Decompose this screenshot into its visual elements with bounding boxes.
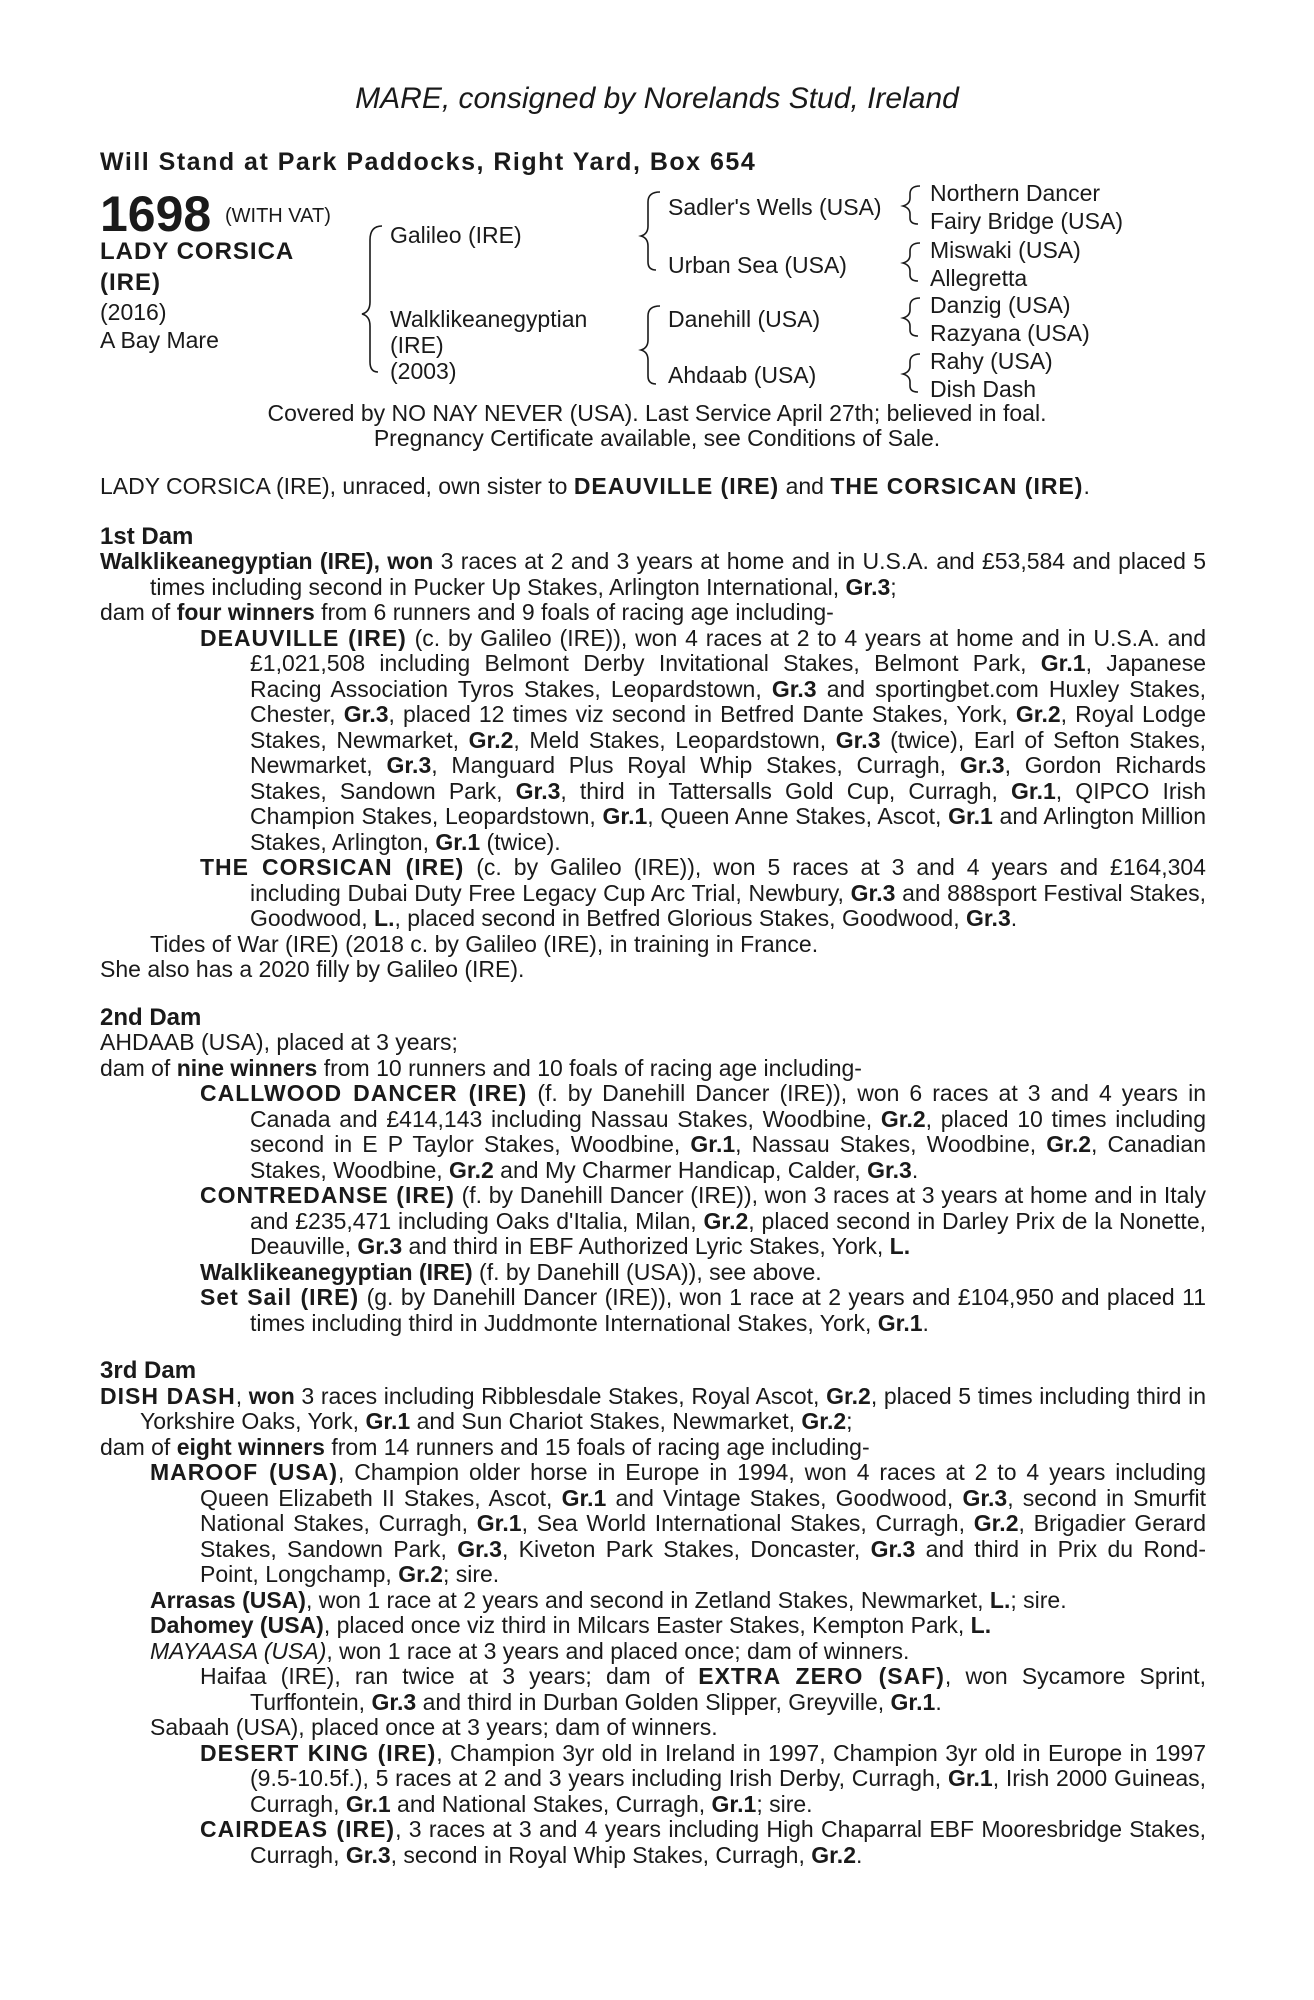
text: (c. by Galileo (IRE)), won 5 races at 3 and 4 years and £164,304 including Dubai Duty Free Legacy Cup Arc Trial, Newbury,	[250, 854, 1206, 906]
text: from 14 runners and 15 foals of racing age including-	[324, 1433, 870, 1460]
ped-g4: Allegretta	[930, 265, 1028, 291]
winners-count: nine winners	[176, 1054, 318, 1081]
text: , placed once viz third in Milcars Easter Stakes, Kempton Park,	[323, 1612, 971, 1638]
winners-count: four winners	[176, 599, 315, 625]
grade: Gr.3	[959, 752, 1005, 778]
grade: Gr.3	[457, 1535, 502, 1562]
catalogue-body	[100, 474, 1206, 1868]
horse-details	[100, 298, 219, 354]
grade: Gr.2	[468, 726, 514, 753]
text: (f. by Danehill Dancer (IRE)), won 6 races at 3 and 4 years in Canada and £414,143 including Nassau Stakes, Woodbine,	[250, 1080, 1206, 1132]
third-dam-produce-summary	[100, 1435, 1206, 1461]
text: from 10 runners and 10 foals of racing age including-	[317, 1054, 862, 1081]
won-label: won	[248, 1382, 295, 1409]
grade: Gr.3	[515, 777, 561, 804]
produce-set-sail	[100, 1285, 1206, 1336]
grade: Gr.1	[476, 1510, 522, 1536]
text: , third in Tattersalls Gold Cup, Curragh,	[560, 777, 1012, 804]
text: , placed 5 times including third in Yorkshire Oaks, York,	[140, 1382, 1206, 1434]
produce-desert-king	[100, 1741, 1206, 1818]
text: , 3 races at 3 and 4 years including High Chaparral EBF Mooresbridge Stakes, Curragh,	[250, 1816, 1207, 1868]
produce-walklikeanegyptian	[100, 1260, 1206, 1286]
grade: Gr.1	[561, 1484, 607, 1511]
grade: Gr.1	[345, 1790, 391, 1817]
horse-name: MAROOF (USA)	[150, 1459, 338, 1485]
produce-cairdeas	[100, 1817, 1206, 1868]
foaled-year: (2016)	[100, 299, 167, 325]
horse-name: DEAUVILLE (IRE)	[200, 624, 407, 651]
ped-g6: Razyana (USA)	[930, 320, 1090, 346]
text: (f. by Danehill Dancer (IRE)), won 3 races at 3 years at home and in Italy and £235,471 including Oaks d'Italia, Milan,	[250, 1182, 1206, 1234]
text: ; sire.	[442, 1561, 500, 1587]
text: , Brigadier Gerard Stakes, Sandown Park,	[200, 1510, 1206, 1562]
ped-g3: Miswaki (USA)	[930, 237, 1081, 263]
intro-sibling-2: THE CORSICAN (IRE)	[830, 473, 1084, 499]
text: , Meld Stakes, Leopardstown,	[513, 726, 836, 753]
covered-line1: Covered by NO NAY NEVER (USA). Last Service April 27th; believed in foal.	[267, 400, 1047, 426]
grade: Gr.2	[1046, 1131, 1092, 1157]
text: , placed 10 times including second in E P Taylor Stakes, Woodbine,	[250, 1105, 1206, 1157]
lot-number: 1698	[100, 186, 212, 242]
third-dam-record	[100, 1384, 1206, 1435]
ped-sire-sire: Sadler's Wells (USA)	[668, 194, 882, 220]
text: from 6 runners and 9 foals of racing age including-	[314, 599, 834, 625]
grade: Gr.3	[771, 675, 817, 702]
text: ;	[890, 573, 897, 600]
covered-line2: Pregnancy Certificate available, see Conditions of Sale.	[373, 425, 941, 451]
text: and Vintage Stakes, Goodwood,	[606, 1484, 963, 1511]
intro-sibling-1: DEAUVILLE (IRE)	[573, 473, 780, 499]
ped-sire: Galileo (IRE)	[390, 222, 522, 248]
text: ,	[235, 1382, 249, 1409]
ped-dam-sire: Danehill (USA)	[668, 306, 821, 332]
text: .	[911, 1156, 919, 1183]
produce-sabaah: Sabaah (USA), placed once at 3 years; dam of winners.	[150, 1714, 718, 1740]
produce-tides-of-war: Tides of War (IRE) (2018 c. by Galileo (IRE), in training in France.	[150, 930, 819, 957]
horse-name: CAIRDEAS (IRE)	[200, 1816, 396, 1842]
text: , placed second in Betfred Glorious Stakes, Goodwood,	[394, 905, 966, 931]
grade: Gr.1	[877, 1309, 923, 1336]
produce-maroof	[100, 1460, 1206, 1588]
horse-name: CONTREDANSE (IRE)	[200, 1182, 455, 1208]
text: , won 1 race at 2 years and second in Zetland Stakes, Newmarket,	[305, 1586, 990, 1613]
text: and third in Durban Golden Slipper, Greyville,	[416, 1688, 891, 1715]
ped-sire-dam: Urban Sea (USA)	[668, 252, 847, 278]
first-dam-produce-summary	[100, 600, 1206, 626]
grade: Gr.2	[1015, 701, 1061, 727]
grade: Gr.3	[870, 1535, 916, 1562]
text: , placed 12 times viz second in Betfred Dante Stakes, York,	[388, 701, 1016, 727]
intro-text: LADY CORSICA (IRE), unraced, own sister to	[100, 473, 574, 499]
horse-name-line1: LADY CORSICA	[100, 238, 295, 265]
grade: Gr.1	[948, 803, 993, 829]
produce-arrasas	[100, 1588, 1206, 1614]
grade: Gr.2	[801, 1408, 847, 1434]
intro-end: .	[1083, 473, 1090, 499]
text: and third in EBF Authorized Lyric Stakes, York,	[402, 1233, 890, 1259]
text: , Canadian Stakes, Woodbine,	[250, 1131, 1206, 1183]
text: (c. by Galileo (IRE)), won 4 races at 2 to 4 years at home and in U.S.A. and £1,021,508 including Belmont Derby Invitational Stakes, Belmont Park,	[250, 624, 1206, 676]
grade: Gr.3	[962, 1484, 1008, 1511]
text: and 888sport Festival Stakes, Goodwood,	[250, 879, 1207, 931]
first-dam-record	[100, 549, 1206, 600]
text: , QIPCO Irish Champion Stakes, Leopardstown,	[250, 777, 1206, 829]
grade: Gr.3	[850, 879, 896, 906]
text: dam of	[100, 1054, 177, 1081]
grade: Gr.3	[867, 1156, 912, 1183]
second-dam-heading: 2nd Dam	[100, 1003, 202, 1031]
grade: Gr.3	[386, 752, 432, 778]
text: and sportingbet.com Huxley Stakes, Chester,	[250, 675, 1206, 727]
grade: Gr.1	[1011, 777, 1056, 804]
grade: Gr.2	[826, 1382, 871, 1409]
text: and Sun Chariot Stakes, Newmarket,	[410, 1408, 802, 1434]
horse-name-line2: (IRE)	[100, 269, 161, 296]
ped-g5: Danzig (USA)	[930, 292, 1071, 318]
text: ;	[846, 1408, 853, 1434]
produce-the-corsican	[100, 855, 1206, 932]
text: , won 1 race at 3 years and placed once; dam of winners.	[326, 1637, 910, 1664]
grade: Gr.1	[711, 1790, 757, 1817]
horse-name: Set Sail (IRE)	[200, 1284, 360, 1310]
second-dam-produce-summary	[100, 1056, 1206, 1082]
third-dam-name: DISH DASH	[100, 1382, 236, 1409]
horse-name: Dahomey (USA)	[150, 1612, 324, 1638]
text: , Manguard Plus Royal Whip Stakes, Curragh,	[431, 752, 960, 778]
text: , won Sycamore Sprint, Turffontein,	[250, 1663, 1207, 1715]
text: ; sire.	[1010, 1586, 1067, 1613]
horse-name: DESERT KING (IRE)	[200, 1739, 437, 1766]
text: (twice), Earl of Sefton Stakes, Newmarket,	[250, 726, 1207, 778]
text: (twice).	[480, 828, 561, 855]
horse-description: A Bay Mare	[100, 327, 219, 353]
grade: Gr.3	[965, 905, 1011, 931]
produce-deauville	[100, 626, 1206, 856]
text: (f. by Danehill (USA)), see above.	[472, 1258, 822, 1285]
ped-g7: Rahy (USA)	[930, 348, 1053, 374]
text: dam of	[100, 599, 177, 625]
stand-location: Will Stand at Park Paddocks, Right Yard, Box 654	[100, 148, 757, 176]
grade: Gr.2	[703, 1207, 749, 1234]
text: , Kiveton Park Stakes, Doncaster,	[501, 1535, 871, 1562]
grade: Gr.2	[398, 1561, 443, 1587]
text: .	[856, 1841, 863, 1868]
grade: Gr.3	[343, 701, 389, 727]
grade: Gr.3	[345, 1841, 391, 1868]
first-dam-name: Walklikeanegyptian (IRE), won	[100, 548, 434, 574]
second-dam-record: AHDAAB (USA), placed at 3 years;	[100, 1029, 458, 1055]
produce-haifaa	[100, 1664, 1206, 1715]
horse-name: THE CORSICAN (IRE)	[200, 854, 465, 880]
text: , Champion older horse in Europe in 1994, won 4 races at 2 to 4 years including Queen Elizabeth II Stakes, Ascot,	[200, 1459, 1207, 1511]
text: , second in Smurfit National Stakes, Curragh,	[200, 1484, 1207, 1536]
grade: L.	[989, 1586, 1011, 1613]
text: and My Charmer Handicap, Calder,	[493, 1156, 868, 1183]
text: and Arlington Million Stakes, Arlington,	[250, 803, 1206, 855]
produce-callwood-dancer	[100, 1081, 1206, 1183]
text: , Irish 2000 Guineas, Curragh,	[250, 1765, 1207, 1817]
text: , Gordon Richards Stakes, Sandown Park,	[250, 752, 1206, 804]
produce-mayaasa	[100, 1639, 1206, 1665]
text: , Sea World International Stakes, Curragh,	[521, 1510, 974, 1536]
ped-g8: Dish Dash	[930, 376, 1037, 402]
text: 3 races including Ribblesdale Stakes, Royal Ascot,	[294, 1382, 827, 1409]
text: , second in Royal Whip Stakes, Curragh,	[390, 1841, 812, 1868]
text: , Champion 3yr old in Ireland in 1997, Champion 3yr old in Europe in 1997 (9.5-10.5f.), 5 races at 2 and 3 years including Irish Derby, Curragh,	[250, 1739, 1206, 1791]
grade: L.	[889, 1233, 911, 1259]
horse-name	[100, 236, 350, 298]
vat-note: (WITH VAT)	[225, 205, 331, 227]
horse-name: EXTRA ZERO (SAF)	[698, 1663, 945, 1689]
produce-dahomey	[100, 1613, 1206, 1639]
winners-count: eight winners	[176, 1433, 325, 1460]
text: dam of	[100, 1433, 177, 1460]
ped-g1: Northern Dancer	[930, 180, 1101, 206]
grade: Gr.2	[811, 1841, 856, 1868]
grade: Gr.3	[835, 726, 881, 753]
first-dam-heading: 1st Dam	[100, 522, 194, 550]
grade: L.	[970, 1612, 992, 1638]
ped-dam-line2: (IRE)	[390, 332, 444, 358]
grade: Gr.2	[880, 1105, 926, 1132]
text: and third in Prix du Rond-Point, Longchamp,	[200, 1535, 1207, 1587]
horse-name: Arrasas (USA)	[150, 1586, 306, 1613]
grade: Gr.3	[357, 1233, 403, 1259]
ped-dam	[390, 306, 587, 384]
text: ; sire.	[756, 1790, 813, 1817]
ped-dam-dam: Ahdaab (USA)	[668, 362, 817, 388]
grade: Gr.3	[845, 573, 891, 600]
ped-dam-line3: (2003)	[390, 358, 457, 384]
grade: Gr.2	[973, 1510, 1019, 1536]
grade: L.	[374, 905, 395, 931]
grade: Gr.1	[690, 1131, 736, 1157]
text: (g. by Danehill Dancer (IRE)), won 1 race at 2 years and £104,950 and placed 11 times including third in Juddmonte International Stakes, York,	[250, 1284, 1206, 1336]
intro-and: and	[779, 473, 831, 499]
text: , Royal Lodge Stakes, Newmarket,	[250, 701, 1207, 753]
horse-name: MAYAASA (USA)	[150, 1637, 327, 1664]
text: , placed second in Darley Prix de la Nonette, Deauville,	[250, 1207, 1206, 1259]
text: .	[935, 1688, 942, 1715]
text: , Queen Anne Stakes, Ascot,	[647, 803, 949, 829]
horse-name: Walklikeanegyptian (IRE)	[200, 1258, 473, 1285]
ped-dam-line1: Walklikeanegyptian	[390, 306, 588, 332]
third-dam-heading: 3rd Dam	[100, 1357, 197, 1384]
grade: Gr.3	[371, 1688, 417, 1715]
grade: Gr.1	[1040, 650, 1086, 676]
page-title: MARE, consigned by Norelands Stud, Ireland	[355, 82, 959, 115]
text: Haifaa (IRE), ran twice at 3 years; dam of	[200, 1663, 699, 1689]
grade: Gr.1	[602, 803, 648, 829]
grade: Gr.1	[947, 1765, 993, 1791]
text: .	[1010, 905, 1018, 931]
produce-contredanse	[100, 1183, 1206, 1260]
text: , Japanese Racing Association Tyros Stakes, Leopardstown,	[250, 650, 1207, 702]
horse-name: CALLWOOD DANCER (IRE)	[200, 1080, 528, 1106]
grade: Gr.1	[435, 828, 481, 855]
ped-g2: Fairy Bridge (USA)	[930, 208, 1123, 234]
grade: Gr.2	[449, 1156, 494, 1183]
grade: Gr.1	[890, 1688, 936, 1715]
text: and National Stakes, Curragh,	[390, 1790, 712, 1817]
grade: Gr.1	[365, 1408, 411, 1434]
produce-2020-filly: She also has a 2020 filly by Galileo (IRE).	[100, 956, 525, 982]
text: .	[922, 1309, 929, 1336]
intro-paragraph	[100, 474, 1206, 500]
first-dam-text: 3 races at 2 and 3 years at home and in U.S.A. and £53,584 and placed 5 times including second in Pucker Up Stakes, Arlington International,	[150, 548, 1206, 600]
text: , Nassau Stakes, Woodbine,	[735, 1131, 1047, 1157]
